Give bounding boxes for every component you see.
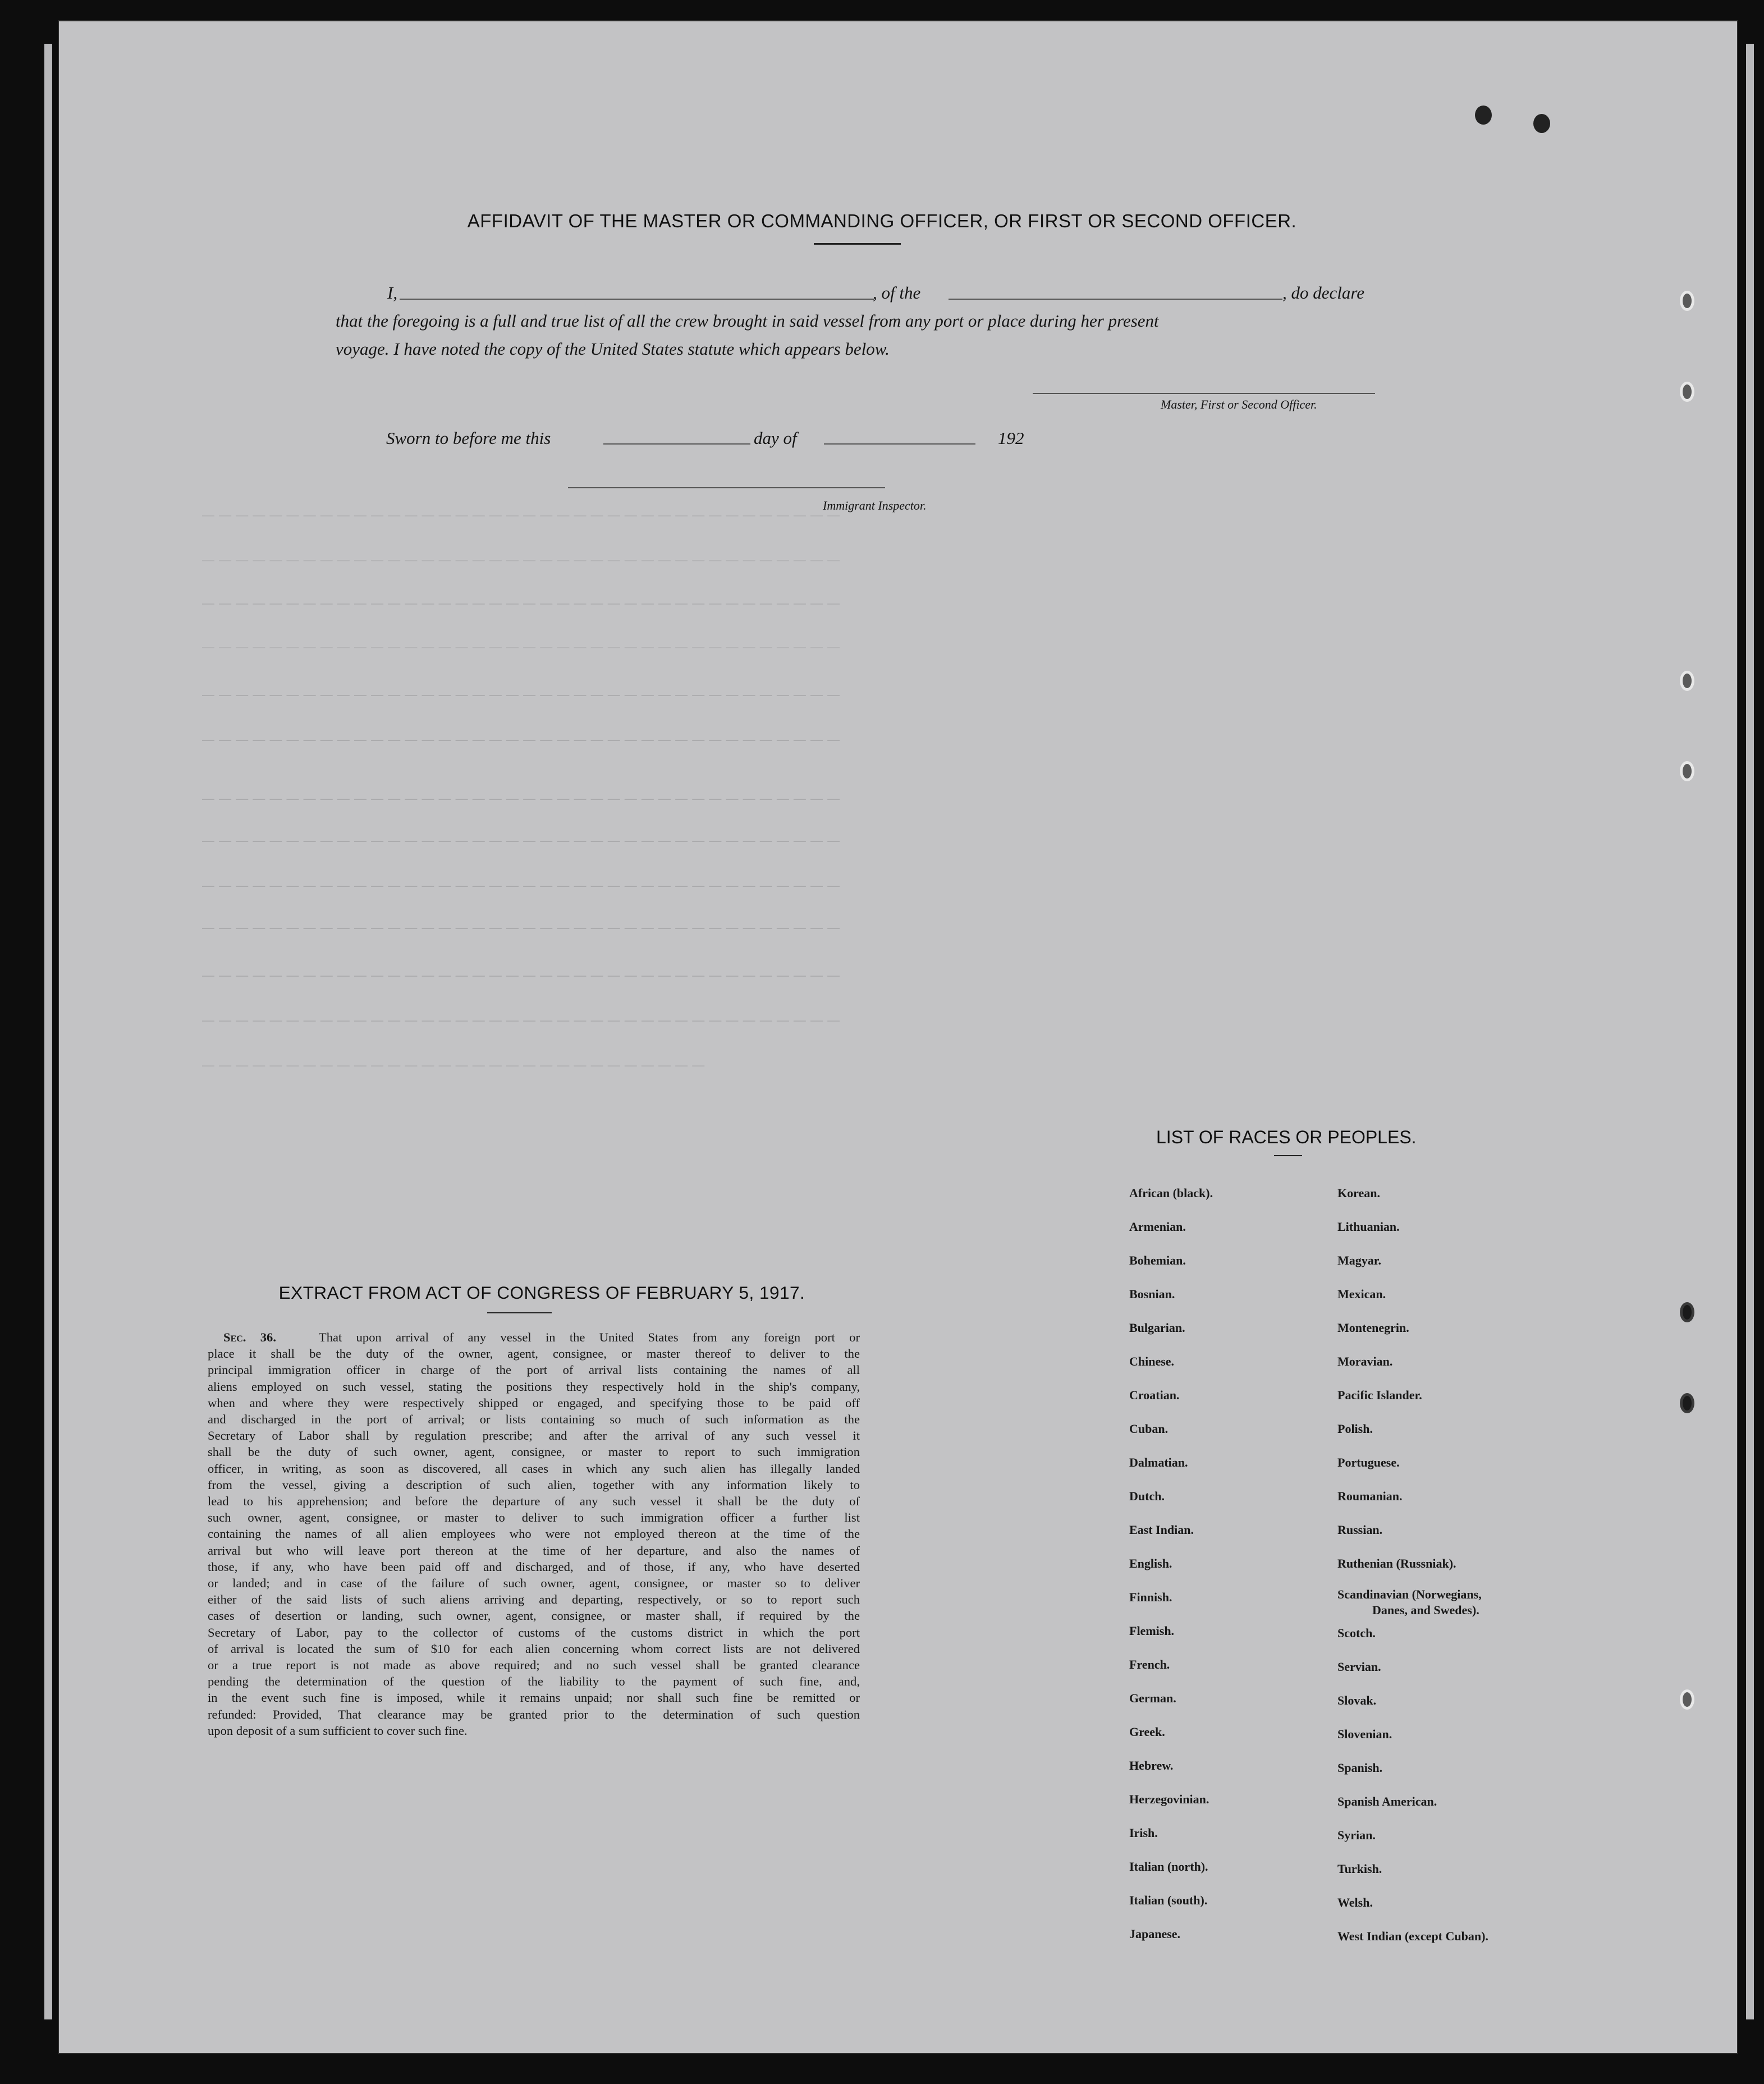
race-item: Slovenian. [1337,1727,1392,1741]
title-rule [814,243,901,245]
race-item: Bulgarian. [1129,1321,1185,1335]
race-item: French. [1129,1657,1170,1671]
race-item: Lithuanian. [1337,1220,1400,1234]
race-item: Moravian. [1337,1354,1393,1368]
race-item: Syrian. [1337,1828,1376,1842]
extract-title: EXTRACT FROM ACT OF CONGRESS OF FEBRUARY 5, 1917. [278,1283,805,1303]
race-item: German. [1129,1691,1176,1705]
race-item-continued: Danes, and Swedes). [1372,1603,1479,1617]
race-item: Magyar. [1337,1253,1382,1267]
binder-hole [1680,382,1694,402]
race-item: Portuguese. [1337,1455,1400,1469]
race-item: Ruthenian (Russniak). [1337,1556,1456,1570]
race-item: English. [1129,1556,1172,1570]
inspector-signature-field[interactable] [568,487,885,488]
race-item: Armenian. [1129,1220,1186,1234]
race-item: East Indian. [1129,1523,1194,1537]
race-item: Korean. [1337,1186,1380,1200]
race-item: Scotch. [1337,1626,1376,1640]
race-item: Japanese. [1129,1927,1181,1941]
race-item: Spanish. [1337,1761,1383,1775]
race-item: Greek. [1129,1725,1165,1739]
extract-text: Sec. 36. That upon arrival of any vessel in the United States from any foreign port or place it shall be the duty of the owner, agent, consignee, or master thereof to deliver to the principal immigration officer in charge of the port of arrival lists containing the names of all aliens employed on such vessel, stating the positions they respectively hold in the ship's company, when and where they were respectively shipped or engaged, and specifying those to be paid off and discharged in the port of arrival; or lists containing so much of such information as the Secretary of Labor shall by regulation prescribe; and after the arrival of any such vessel it shall be the duty of such owner, agent, consignee, or master to report to such immigration officer, in writing, as soon as discovered, all cases in which any such alien has illegally landed from the vessel, giving a description of such alien, together with any information likely to lead to his apprehension; and before the departure of any such vessel it shall be the duty of such owner, agent, consignee, or master to deliver to such immigration officer a further list containing the names of all alien employees who were not employed thereon at the time of the arrival but who will leave port thereon at the time of her departure, and also the names of those, if any, who have been paid off and discharged, and of those, if any, who have deserted or landed; and in case of the failure of such owner, agent, consignee, or master so to deliver either of the said lists of such aliens arriving and departing, respectively, or so to report such cases of desertion or landing, such owner, agent, consignee, or master shall, if required by the Secretary of Labor, pay to the collector of customs of the customs district in which the port of arrival is located the sum of $10 for each alien concerning whom correct lists are not delivered or a true report is not made as above required; and no such vessel shall be granted clearance pending the determination of the question of the liability to the payment of such fine, and, in the event such fine is imposed, while it remains unpaid; nor shall such fine be remitted or refunded: Provided, That clearance may be granted prior to the determination of such question upon deposit of a sum sufficient to cover such fine. [208,1330,860,1738]
page-edge [1746,44,1754,2019]
race-item: Turkish. [1337,1862,1382,1876]
races-rule [1274,1155,1302,1156]
race-item: Dutch. [1129,1489,1165,1503]
race-item: Roumanian. [1337,1489,1403,1503]
race-item: Dalmatian. [1129,1455,1188,1469]
race-item: Slovak. [1337,1693,1377,1707]
race-item: African (black). [1129,1186,1213,1200]
sworn-month-field[interactable] [824,443,975,445]
punch-mark [1533,114,1550,133]
section-label: Sec. 36. [223,1330,276,1344]
binder-hole [1680,761,1694,781]
race-item: Hebrew. [1129,1758,1174,1772]
declaration-line-3: voyage. I have noted the copy of the United States statute which appears below. [336,339,890,359]
signature-caption: Master, First or Second Officer. [1161,397,1317,411]
binder-hole [1680,1393,1694,1413]
binder-hole [1680,1302,1694,1322]
race-item: Flemish. [1129,1624,1175,1638]
sworn-day-field[interactable] [603,443,750,445]
declaration-line-2: that the foregoing is a full and true list of all the crew brought in said vessel from any port or place during her present [336,311,1159,331]
sworn-prefix: Sworn to before me this [386,428,551,448]
race-item: Bosnian. [1129,1287,1175,1301]
punch-mark [1475,106,1492,125]
extract-rule [487,1312,552,1313]
binder-hole [1680,291,1694,311]
vessel-field[interactable] [949,299,1282,300]
races-title: LIST OF RACES OR PEOPLES. [1156,1127,1417,1147]
race-item: West Indian (except Cuban). [1337,1929,1488,1943]
binder-hole [1680,671,1694,691]
race-item: Pacific Islander. [1337,1388,1422,1402]
declaration-of-the: , of the [873,283,921,303]
race-item: Servian. [1337,1660,1381,1674]
race-item: Finnish. [1129,1590,1172,1604]
race-item: Herzegovinian. [1129,1792,1209,1806]
race-item: Italian (south). [1129,1893,1208,1907]
race-item: Mexican. [1337,1287,1386,1301]
binder-hole [1680,1689,1694,1710]
race-item: Welsh. [1337,1895,1373,1909]
declaration-i: I, [387,283,398,303]
race-item: Cuban. [1129,1422,1169,1436]
race-item: Chinese. [1129,1354,1175,1368]
declaration-do-declare: , do declare [1282,283,1365,303]
signature-field[interactable] [1033,393,1375,394]
race-item: Scandinavian (Norwegians, Danes, and Swedes). [1337,1587,1482,1617]
sworn-year: 192 [998,428,1024,448]
race-item: Italian (north). [1129,1859,1208,1874]
race-item: Polish. [1337,1422,1373,1436]
race-item: Croatian. [1129,1388,1180,1402]
affidavit-title: AFFIDAVIT OF THE MASTER OR COMMANDING OFFICER, OR FIRST OR SECOND OFFICER. [467,210,1297,231]
race-item: Irish. [1129,1826,1158,1840]
race-item: Russian. [1337,1523,1383,1537]
race-item: Bohemian. [1129,1253,1186,1267]
name-field[interactable] [400,299,874,300]
inspector-caption: Immigrant Inspector. [823,498,927,512]
sworn-day-of: day of [754,428,797,448]
race-item: Montenegrin. [1337,1321,1409,1335]
page-edge [44,44,52,2019]
race-item: Spanish American. [1337,1794,1437,1808]
